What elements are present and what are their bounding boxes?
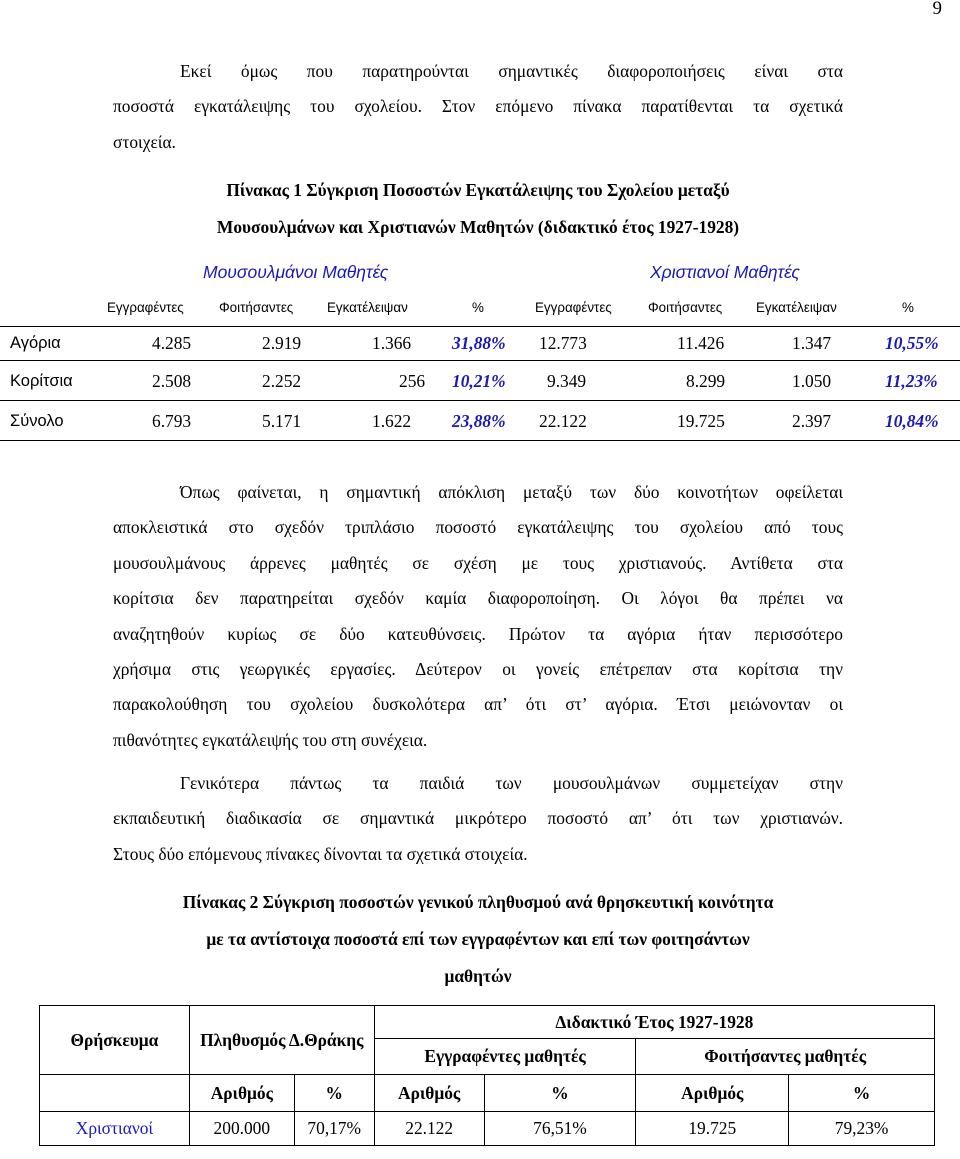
caption-line: Μουσουλμάνων και Χριστιανών Μαθητών (διδακτικό έτος 1927-1928) [216, 217, 740, 237]
column-header: Εγκατέλειψαν [327, 300, 408, 315]
table-cell: 2.508 [152, 371, 192, 391]
caption-line: με τα αντίστοιχα ποσοστά επί των εγγραφέντων και επί των φοιτησάντων [206, 929, 750, 949]
table-rule [0, 360, 960, 361]
table-cell: 12.773 [539, 333, 587, 353]
paragraph-line: πιθανότητες εγκατάλειψής του στη συνέχεια. [113, 729, 428, 750]
column-header: Εγγραφέντες [535, 300, 612, 315]
table2-caption [113, 884, 843, 995]
table-cell: 19.725 [677, 411, 725, 431]
row-label: Σύνολο [10, 412, 64, 430]
caption-line: Πίνακας 2 Σύγκριση ποσοστών γενικού πληθυσμού ανά θρησκευτική κοινότητα [182, 892, 774, 912]
paragraph-line: αποκλειστικά στο σχεδόν τριπλάσιο ποσοστό εγκατάλειψης του σχολείου από τους [113, 517, 843, 538]
row-label: Αγόρια [10, 334, 61, 352]
percent-cell: 10,84% [885, 411, 939, 431]
table-row [0, 365, 960, 397]
table-cell: 11.426 [677, 333, 725, 353]
table-cell: 19.725 [636, 1112, 789, 1146]
header-school-year: Διδακτικό Έτος 1927-1928 [374, 1006, 934, 1039]
paragraph-line: παρακολούθηση του σχολείου δυσκολότερα απ’ ότι στ’ αγόρια. Έτσι μειώνονταν οι [113, 694, 843, 715]
column-header: Φοιτήσαντες [648, 300, 723, 315]
row-label: Χριστιανοί [40, 1112, 190, 1146]
subheader-percent: % [789, 1075, 935, 1112]
table-cell: 6.793 [152, 411, 192, 431]
paragraph-line: αναζητηθούν κυρίως σε δύο κατευθύνσεις. Πρώτον τα αγόρια ήταν περισσότερο [113, 623, 843, 644]
header-enrolled: Εγγραφέντες μαθητές [374, 1039, 636, 1075]
paragraph-line: Όπως φαίνεται, η σημαντική απόκλιση μεταξύ των δύο κοινοτήτων οφείλεται [180, 482, 843, 502]
subheader-number: Αριθμός [374, 1075, 484, 1112]
paragraph-line: ποσοστά εγκατάλειψης του σχολείου. Στον επόμενο πίνακα παρατίθενται τα σχετικά [113, 96, 843, 117]
empty-cell [40, 1075, 190, 1112]
religion-population-table [39, 1005, 935, 1146]
table-cell: 4.285 [152, 333, 192, 353]
column-header: Φοιτήσαντες [219, 300, 294, 315]
column-header: Εγκατέλειψαν [756, 300, 837, 315]
table-cell: 22.122 [374, 1112, 484, 1146]
table-cell: 1.622 [372, 411, 412, 431]
caption-line: μαθητών [444, 966, 512, 986]
table-cell: 79,23% [789, 1112, 935, 1146]
column-header: % [472, 300, 484, 315]
table-cell: 2.397 [792, 411, 832, 431]
table1-caption [113, 172, 843, 246]
percent-cell: 31,88% [452, 333, 506, 353]
percent-cell: 11,23% [885, 371, 938, 391]
table-cell: 1.347 [792, 333, 832, 353]
subheader-percent: % [484, 1075, 636, 1112]
table-cell: 70,17% [294, 1112, 374, 1146]
table-row [0, 405, 960, 437]
table-cell: 1.050 [792, 371, 832, 391]
summary-paragraph [113, 766, 843, 872]
subheader-number: Αριθμός [636, 1075, 789, 1112]
caption-line: Πίνακας 1 Σύγκριση Ποσοστών Εγκατάλειψης του Σχολείου μεταξύ [226, 180, 730, 200]
table-cell: 200.000 [189, 1112, 294, 1146]
paragraph-line: Γενικότερα πάντως τα παιδιά των μουσουλμάνων συμμετείχαν στην [180, 773, 843, 793]
column-header: % [902, 300, 914, 315]
percent-cell: 10,55% [885, 333, 939, 353]
page-number: 9 [932, 0, 942, 19]
paragraph-line: κορίτσια δεν παρατηρείται σχεδόν καμία διαφοροποίηση. Οι λόγοι θα πρέπει να [113, 588, 843, 609]
table-cell: 5.171 [262, 411, 302, 431]
row-label: Κορίτσια [10, 372, 73, 390]
table-cell: 8.299 [686, 371, 726, 391]
analysis-paragraph [113, 475, 843, 758]
paragraph-line: μουσουλμάνους άρρενες μαθητές σε σχέση με τους χριστιανούς. Αντίθετα στα [113, 552, 843, 573]
paragraph-line: εκπαιδευτική διαδικασία σε σημαντικά μικρότερο ποσοστό απ’ ότι των χριστιανών. [113, 808, 843, 829]
table-cell: 256 [399, 371, 426, 391]
table-cell: 2.252 [262, 371, 302, 391]
paragraph-line: χρήσιμα στις γεωργικές εργασίες. Δεύτερον οι γονείς επέτρεπαν στα κορίτσια την [113, 658, 843, 679]
table-row [40, 1112, 935, 1146]
header-population: Πληθυσμός Δ.Θράκης [189, 1006, 374, 1075]
table-cell: 76,51% [484, 1112, 636, 1146]
table-rule [0, 440, 960, 441]
paragraph-line: στοιχεία. [113, 131, 176, 152]
header-religion: Θρήσκευμα [40, 1006, 190, 1075]
paragraph-line: Εκεί όμως που παρατηρούνται σημαντικές διαφοροποιήσεις είναι στα [180, 61, 843, 81]
paragraph-line: Στους δύο επόμενους πίνακες δίνονται τα σχετικά στοιχεία. [113, 843, 528, 864]
table-cell: 1.366 [372, 333, 412, 353]
table-cell: 9.349 [547, 371, 587, 391]
header-attended: Φοιτήσαντες μαθητές [636, 1039, 935, 1075]
subheader-percent: % [294, 1075, 374, 1112]
table-cell: 2.919 [262, 333, 302, 353]
column-header: Εγγραφέντες [107, 300, 184, 315]
percent-cell: 10,21% [452, 371, 506, 391]
subheader-number: Αριθμός [189, 1075, 294, 1112]
table-cell: 22.122 [539, 411, 587, 431]
intro-paragraph [113, 54, 843, 160]
table-rule [0, 400, 960, 401]
percent-cell: 23,88% [452, 411, 506, 431]
group-heading-christian: Χριστιανοί Μαθητές [650, 262, 800, 282]
table-row [0, 327, 960, 359]
group-heading-muslim: Μουσουλμάνοι Μαθητές [203, 262, 389, 282]
